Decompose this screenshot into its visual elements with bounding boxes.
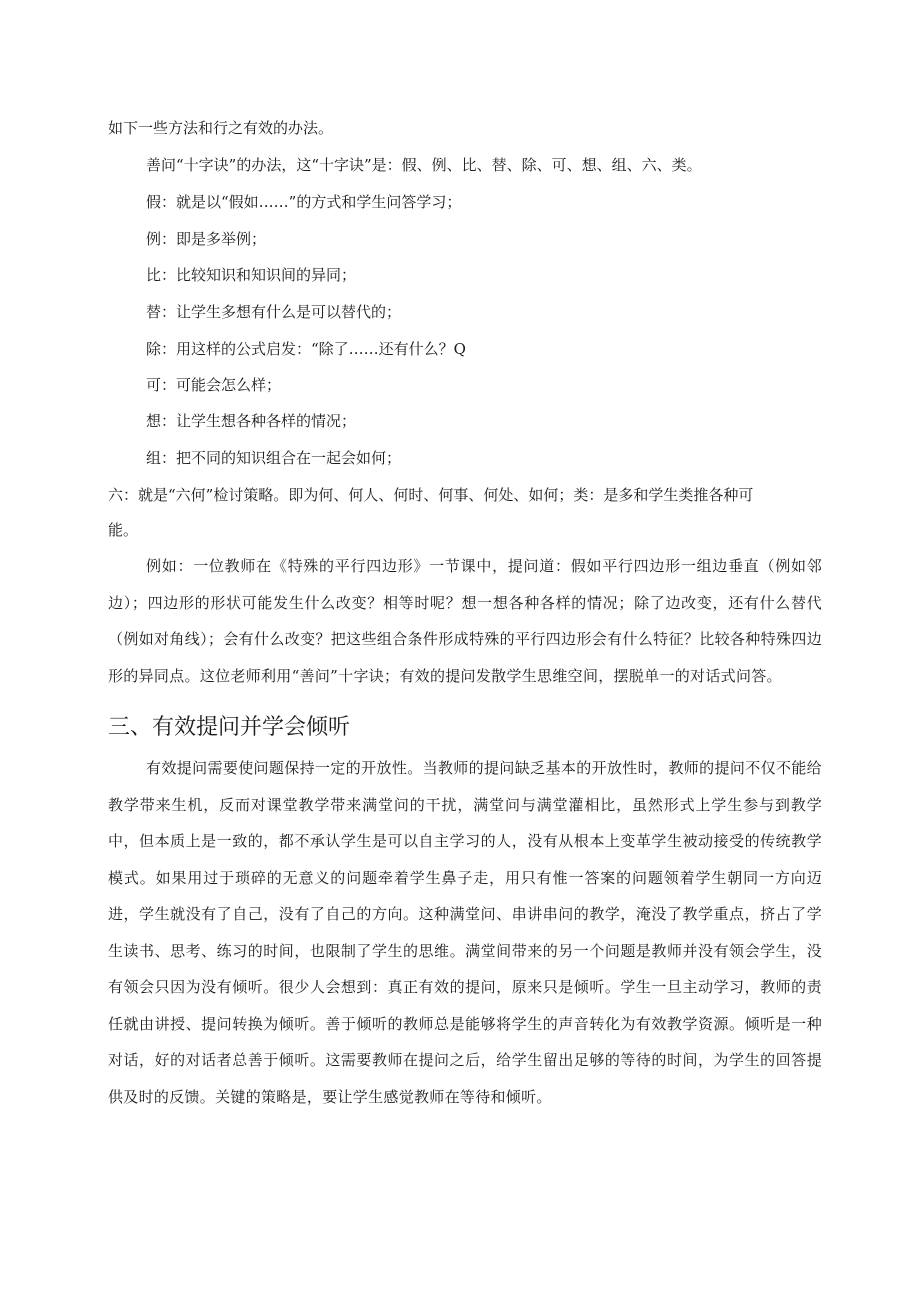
list-item-ti: 替：让学生多想有什么是可以替代的； (146, 303, 402, 321)
list-item-zu: 组：把不同的知识组合在一起会如何； (146, 449, 402, 467)
intro-line: 如下一些方法和行之有效的办法。 (108, 119, 334, 137)
list-item-chu: 除：用这样的公式启发：“除了……还有什么？Q (146, 340, 466, 358)
list-item-bi: 比：比较知识和知识间的异同； (146, 266, 357, 284)
list-item-jia: 假：就是以“假如……”的方式和学生问答学习； (146, 193, 462, 211)
list-item-li: 例：即是多举例； (146, 230, 267, 248)
section-heading: 三、有效提问并学会倾听 (108, 715, 351, 740)
example-paragraph: 例如：一位教师在《特殊的平行四边形》一节课中，提问道：假如平行四边形一组边垂直（例如邻边）；四边形的形状可能发生什么改变？相等时呢？想一想各种各样的情况；除了边改变，还有什么替代（例如对角线）；会有什么改变？把这些组合条件形成特殊的平行四边形会有什么特征？比较各种特殊四边形的异同点。这位老师利用“善问”十字诀；有效的提问发散学生思维空间，摆脱单一的对话式问答。 (108, 557, 822, 685)
section-paragraph: 有效提问需要使问题保持一定的开放性。当教师的提问缺乏基本的开放性时，教师的提问不仅不能给教学带来生机，反而对课堂教学带来满堂问的干扰，满堂问与满堂灌相比，虽然形式上学生参与到教学中，但本质上是一致的，都不承认学生是可以自主学习的人，没有从根本上变革学生被动接受的传统教学模式。如果用过于琐碎的无意义的问题牵着学生鼻子走，用只有惟一答案的问题领着学生朝同一方向迈进，学生就没有了自己，没有了自己的方向。这种满堂问、串讲串问的教学，淹没了教学重点，挤占了学生读书、思考、练习的时间，也限制了学生的思维。满堂间带来的另一个问题是教师并没有领会学生，没有领会只因为没有倾听。很少人会想到：真正有效的提问，原来只是倾听。学生一旦主动学习，教师的责任就由讲授、提问转换为倾听。善于倾听的教师总是能够将学生的声音转化为有效教学资源。倾听是一种对话，好的对话者总善于倾听。这需要教师在提问之后，给学生留出足够的等待的时间，为学生的回答提供及时的反馈。关键的策略是，要让学生感觉教师在等待和倾听。 (108, 759, 822, 1106)
list-item-ke: 可：可能会怎么样； (146, 376, 282, 394)
shanwen-intro-line: 善问“十字诀”的办法，这“十字诀”是：假、例、比、替、除、可、想、组、六、类。 (146, 156, 702, 174)
liu-line-2: 能。 (108, 521, 139, 539)
list-item-xiang: 想：让学生想各种各样的情况； (146, 412, 357, 430)
liu-line-1: 六：就是“六何”检讨策略。即为何、何人、何时、何事、何处、如何；类：是多和学生类推各种可 (108, 486, 754, 504)
